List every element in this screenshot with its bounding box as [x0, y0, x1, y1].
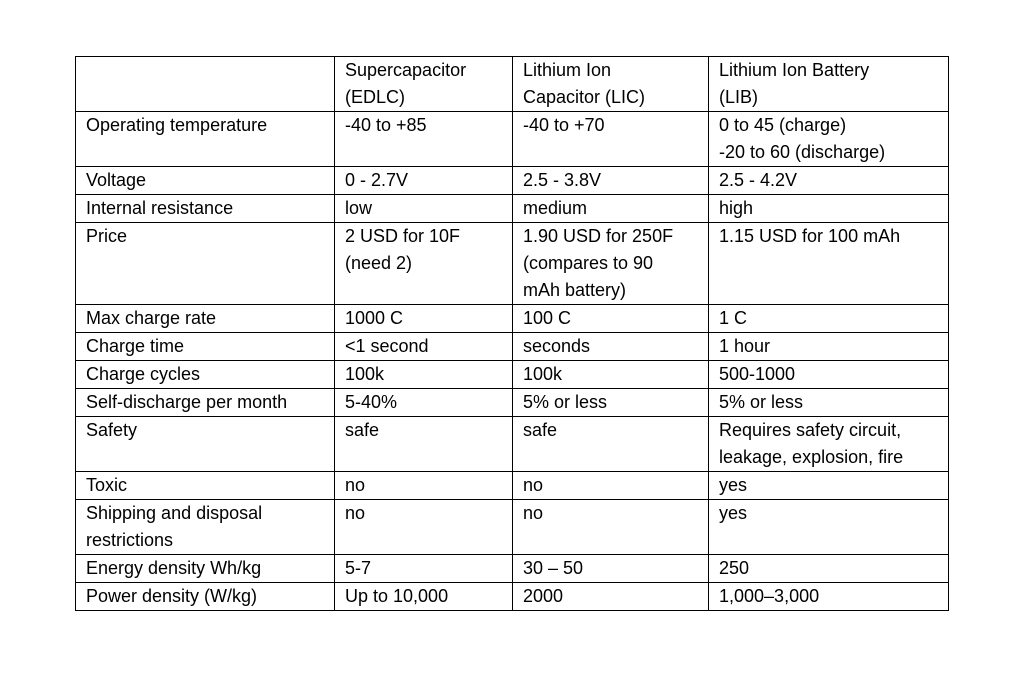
table-row-label: Energy density Wh/kg: [76, 555, 335, 583]
table-header-row: [76, 57, 949, 112]
table-body: [76, 57, 949, 611]
table-row-label: Charge cycles: [76, 361, 335, 389]
table-row: [76, 195, 949, 223]
table-cell: 2000: [513, 583, 709, 611]
table-cell: no: [513, 500, 709, 555]
table-row-label: Max charge rate: [76, 305, 335, 333]
table-row: [76, 112, 949, 167]
table-cell: seconds: [513, 333, 709, 361]
table-cell: 0 to 45 (charge) -20 to 60 (discharge): [709, 112, 949, 167]
table-row: [76, 417, 949, 472]
table-header-cell: Supercapacitor (EDLC): [335, 57, 513, 112]
table-cell: 1,000–3,000: [709, 583, 949, 611]
table-cell: Up to 10,000: [335, 583, 513, 611]
table-cell: 5% or less: [513, 389, 709, 417]
table-row: [76, 389, 949, 417]
table-cell: 500-1000: [709, 361, 949, 389]
table-row: [76, 361, 949, 389]
table-cell: 250: [709, 555, 949, 583]
table-cell: 5-7: [335, 555, 513, 583]
table-header-cell: Lithium Ion Battery (LIB): [709, 57, 949, 112]
table-cell: 1 hour: [709, 333, 949, 361]
table-row-label: Internal resistance: [76, 195, 335, 223]
table-row: [76, 555, 949, 583]
table-cell: Requires safety circuit, leakage, explosion, fire: [709, 417, 949, 472]
table-cell: 1000 C: [335, 305, 513, 333]
table-row-label: Charge time: [76, 333, 335, 361]
table-cell: 100k: [513, 361, 709, 389]
table-row-label: Power density (W/kg): [76, 583, 335, 611]
table-cell: 2 USD for 10F (need 2): [335, 223, 513, 305]
table-row: [76, 472, 949, 500]
table-cell: 5% or less: [709, 389, 949, 417]
table-row: [76, 223, 949, 305]
table-row: [76, 305, 949, 333]
table-cell: -40 to +85: [335, 112, 513, 167]
table-row-label: Toxic: [76, 472, 335, 500]
table-cell: no: [335, 472, 513, 500]
table-cell: yes: [709, 472, 949, 500]
table-cell: safe: [335, 417, 513, 472]
table-row: [76, 167, 949, 195]
table-cell: 100k: [335, 361, 513, 389]
table-cell: medium: [513, 195, 709, 223]
table-row: [76, 583, 949, 611]
table-row-label: Voltage: [76, 167, 335, 195]
table-cell: high: [709, 195, 949, 223]
table-cell: 1.90 USD for 250F (compares to 90 mAh battery): [513, 223, 709, 305]
table-cell: 100 C: [513, 305, 709, 333]
table-cell: 0 - 2.7V: [335, 167, 513, 195]
table-cell: no: [335, 500, 513, 555]
table-cell: 2.5 - 3.8V: [513, 167, 709, 195]
table-row-label: Shipping and disposal restrictions: [76, 500, 335, 555]
table-row-label: Safety: [76, 417, 335, 472]
table-cell: 1.15 USD for 100 mAh: [709, 223, 949, 305]
table-cell: no: [513, 472, 709, 500]
table-row: [76, 500, 949, 555]
table-header-cell: Lithium Ion Capacitor (LIC): [513, 57, 709, 112]
table-cell: low: [335, 195, 513, 223]
table-row-label: Price: [76, 223, 335, 305]
table-cell: -40 to +70: [513, 112, 709, 167]
table-row-label: Self-discharge per month: [76, 389, 335, 417]
table-cell: 1 C: [709, 305, 949, 333]
table-row-label: Operating temperature: [76, 112, 335, 167]
table-cell: 30 – 50: [513, 555, 709, 583]
table-cell: safe: [513, 417, 709, 472]
table-cell: yes: [709, 500, 949, 555]
table-cell: 5-40%: [335, 389, 513, 417]
table-cell: <1 second: [335, 333, 513, 361]
table-cell: 2.5 - 4.2V: [709, 167, 949, 195]
comparison-table: [75, 56, 949, 611]
table-header-cell: [76, 57, 335, 112]
table-row: [76, 333, 949, 361]
